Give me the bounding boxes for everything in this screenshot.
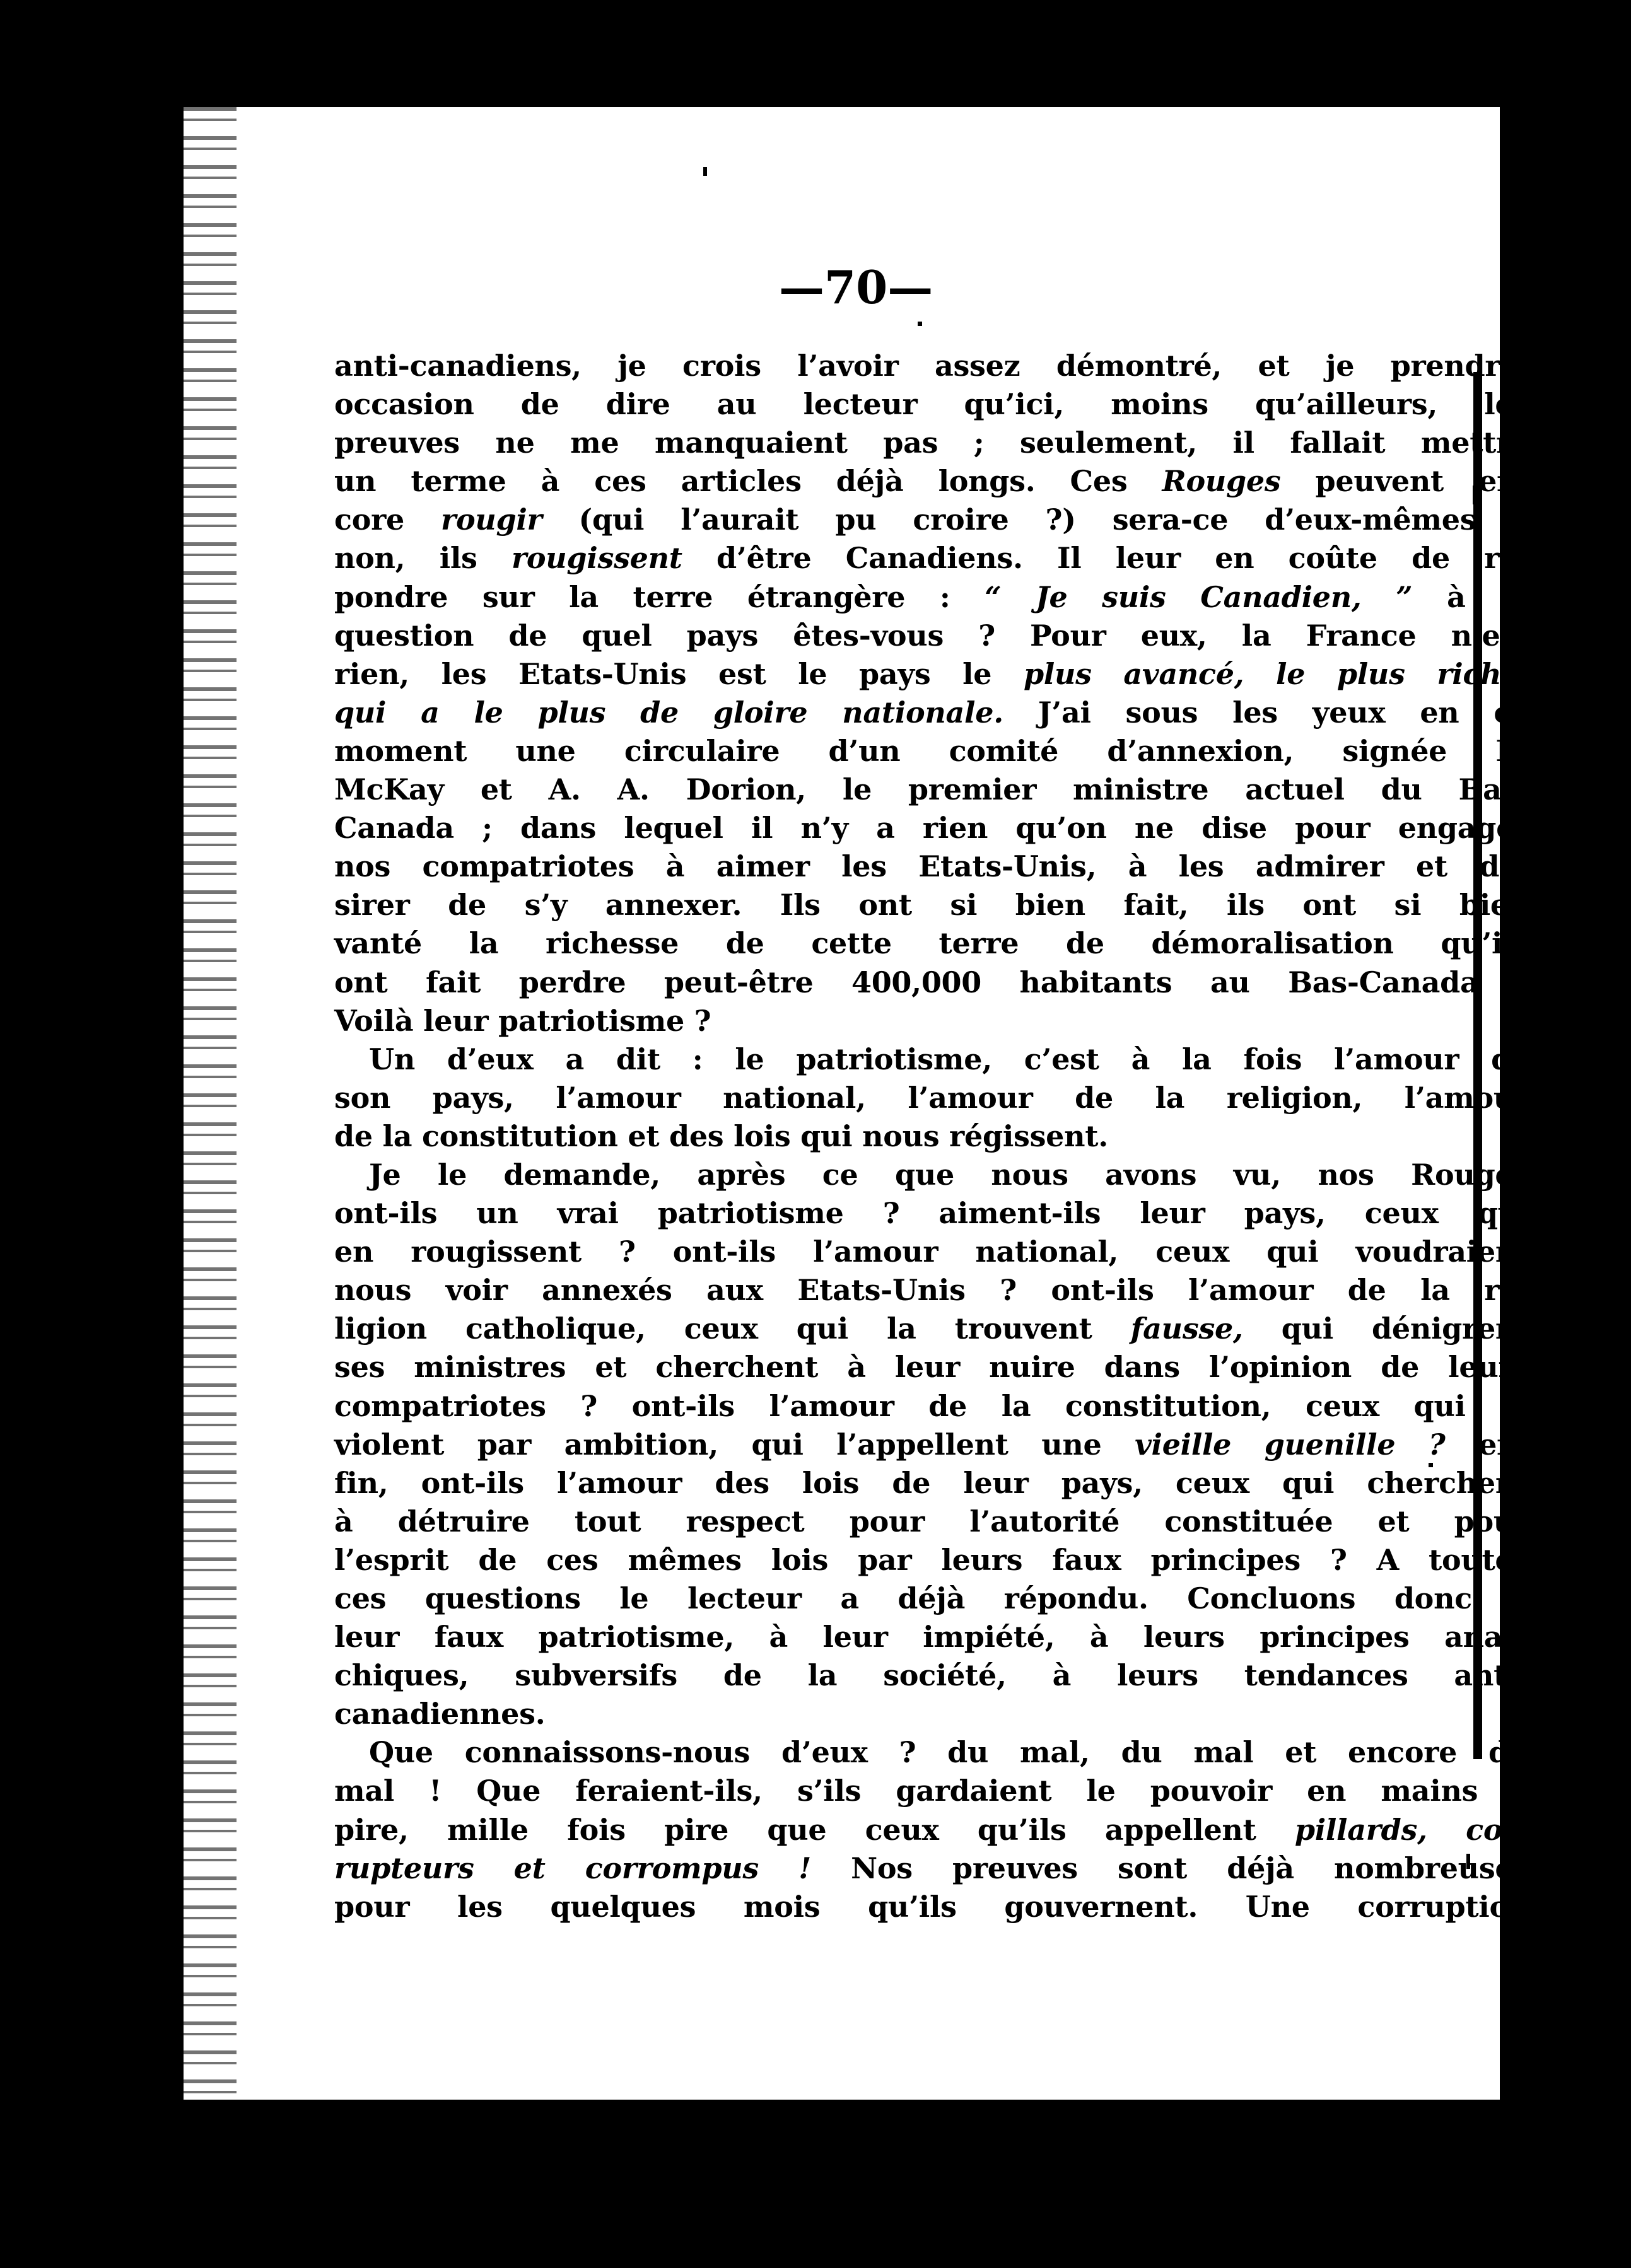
- text-run: mal ! Que feraient-ils, s’ils gardaient le pouvoir en mains ?: [334, 1774, 1529, 1808]
- scan-speck: [703, 167, 707, 176]
- text-run: compatriotes ? ont-ils l’amour de la constitution, ceux qui la: [334, 1388, 1529, 1423]
- italic-text: fausse,: [1130, 1311, 1243, 1346]
- page-left-edge: [161, 107, 184, 2100]
- text-run: de la constitution et des lois qui nous régissent.: [334, 1119, 1108, 1153]
- text-line: [334, 1541, 1529, 1579]
- text-run: peuvent en-: [1280, 464, 1529, 499]
- text-line: [334, 385, 1529, 424]
- text-run: ligion catholique, ceux qui la trouvent: [334, 1311, 1131, 1346]
- text-run: (qui l’aurait pu croire ?) sera-ce d’eux-mêmes ?: [542, 503, 1529, 537]
- text-run: en rougissent ? ont-ils l’amour national, ceux qui voudraient: [334, 1235, 1529, 1269]
- text-run: leur faux patriotisme, à leur impiété, à leurs principes anar-: [334, 1620, 1529, 1654]
- text-line: [334, 539, 1529, 578]
- text-run: Canada ; dans lequel il n’y a rien qu’on ne dise pour engager: [334, 811, 1529, 846]
- text-line: [334, 1656, 1529, 1695]
- scanned-page: [161, 107, 1530, 2100]
- text-run: à la: [1412, 579, 1529, 614]
- text-line: [334, 1464, 1529, 1503]
- text-line: [334, 1579, 1529, 1618]
- text-run: J’ai sous les yeux en ce: [1003, 695, 1530, 730]
- text-run: violent par ambition, qui l’appellent une: [334, 1427, 1135, 1462]
- text-line: [334, 1310, 1529, 1348]
- text-run: son pays, l’amour national, l’amour de la religion, l’amour: [334, 1080, 1529, 1115]
- text-line: [334, 462, 1529, 501]
- italic-text: qui a le plus de gloire nationale.: [334, 695, 1003, 730]
- text-line: [334, 1387, 1529, 1426]
- text-line: [334, 1156, 1529, 1194]
- text-run: Voilà leur patriotisme ?: [334, 1003, 711, 1038]
- text-line: [334, 1733, 1529, 1772]
- text-run: Nos preuves sont déjà nombreuses: [811, 1851, 1529, 1885]
- text-line: [334, 1811, 1529, 1849]
- text-run: pondre sur la terre étrangère :: [334, 579, 985, 614]
- italic-text: pillards, cor-: [1294, 1812, 1529, 1847]
- text-run: pire, mille fois pire que ceux qu’ils appellent: [334, 1812, 1295, 1847]
- text-run: nous voir annexés aux Etats-Unis ? ont-ils l’amour de la re-: [334, 1273, 1529, 1308]
- body-text: [334, 347, 1529, 1926]
- text-run: ont fait perdre peut-être 400,000 habitants au Bas-Canada !: [334, 965, 1529, 999]
- text-line: [334, 1503, 1529, 1541]
- text-run: un terme à ces articles déjà longs. Ces: [334, 464, 1162, 499]
- text-run: occasion de dire au lecteur qu’ici, moins qu’ailleurs, les: [334, 387, 1529, 422]
- text-run: moment une circulaire d’un comité d’annexion, signée R.: [334, 733, 1529, 768]
- text-line: [334, 1079, 1529, 1117]
- text-line: [334, 1194, 1529, 1233]
- text-line: [334, 1426, 1529, 1464]
- text-run: pour les quelques mois qu’ils gouvernent. Une corruption: [334, 1889, 1529, 1924]
- text-line: [334, 809, 1529, 847]
- text-run: rien, les Etats-Unis est le pays le: [334, 656, 1024, 691]
- text-run: en-: [1445, 1427, 1529, 1462]
- text-line: [334, 424, 1529, 462]
- text-run: à détruire tout respect pour l’autorité constituée et pour: [334, 1504, 1529, 1538]
- text-run: l’esprit de ces mêmes lois par leurs faux principes ? A toutes: [334, 1542, 1529, 1577]
- text-run: ont-ils un vrai patriotisme ? aiment-ils leur pays, ceux qui: [334, 1196, 1529, 1231]
- text-run: sirer de s’y annexer. Ils ont si bien fait, ils ont si bien: [334, 888, 1529, 922]
- text-line: [334, 655, 1529, 694]
- text-run: question de quel pays êtes-vous ? Pour eux, la France n’est: [334, 618, 1529, 653]
- text-run: anti-canadiens, je crois l’avoir assez démontré, et je prendrai: [334, 349, 1529, 383]
- italic-text: rupteurs et corrompus !: [334, 1851, 812, 1885]
- italic-text: plus avancé, le plus riche,: [1023, 656, 1529, 691]
- text-line: [334, 886, 1529, 924]
- text-run: canadiennes.: [334, 1697, 546, 1731]
- text-run: d’être Canadiens. Il leur en coûte de ré-: [682, 541, 1529, 576]
- text-line: [334, 347, 1529, 385]
- text-run: preuves ne me manquaient pas ; seulement, il fallait mettre: [334, 426, 1529, 460]
- scan-speck: [918, 322, 922, 326]
- text-run: vanté la richesse de cette terre de démoralisation qu’ils: [334, 926, 1529, 961]
- text-line: [334, 1772, 1529, 1810]
- text-run: Que connaissons-nous d’eux ? du mal, du mal et encore du: [369, 1735, 1529, 1770]
- italic-text: Rouges: [1162, 464, 1281, 499]
- text-line: [334, 1002, 1529, 1040]
- text-line: [334, 1117, 1529, 1156]
- text-line: [334, 1888, 1529, 1926]
- text-line: [334, 732, 1529, 771]
- text-line: [334, 1695, 1529, 1733]
- text-run: fin, ont-ils l’amour des lois de leur pays, ceux qui cherchent: [334, 1465, 1529, 1500]
- text-run: ses ministres et cherchent à leur nuire dans l’opinion de leurs: [334, 1350, 1529, 1385]
- italic-text: rougir: [441, 503, 542, 537]
- text-line: [334, 771, 1529, 809]
- text-run: non, ils: [334, 541, 512, 576]
- text-line: [334, 578, 1529, 617]
- italic-text: rougissent: [511, 541, 682, 576]
- text-line: [334, 963, 1529, 1002]
- text-line: [334, 924, 1529, 963]
- text-run: qui dénigrent: [1242, 1311, 1530, 1346]
- text-line: [334, 1271, 1529, 1310]
- text-run: core: [334, 503, 441, 537]
- text-run: Je le demande, après ce que nous avons vu, nos Rouges: [369, 1157, 1529, 1192]
- text-run: chiques, subversifs de la société, à leurs tendances anti-: [334, 1658, 1529, 1693]
- text-line: [334, 1040, 1529, 1079]
- text-run: Un d’eux a dit : le patriotisme, c’est à la fois l’amour de: [369, 1042, 1529, 1076]
- text-line: [334, 847, 1529, 886]
- text-run: nos compatriotes à aimer les Etats-Unis, à les admirer et dé-: [334, 849, 1529, 884]
- text-run: ces questions le lecteur a déjà répondu. Concluons donc à: [334, 1581, 1529, 1615]
- text-line: [334, 1233, 1529, 1271]
- italic-text: vieille guenille ?: [1135, 1427, 1446, 1462]
- text-line: [334, 694, 1529, 732]
- page-number: —70—: [779, 260, 933, 314]
- italic-text: “ Je suis Canadien, ”: [985, 579, 1413, 614]
- text-run: McKay et A. A. Dorion, le premier ministre actuel du Bas-: [334, 772, 1529, 807]
- text-line: [334, 1849, 1529, 1888]
- text-line: [334, 501, 1529, 539]
- text-line: [334, 617, 1529, 655]
- text-line: [334, 1348, 1529, 1387]
- text-line: [334, 1618, 1529, 1656]
